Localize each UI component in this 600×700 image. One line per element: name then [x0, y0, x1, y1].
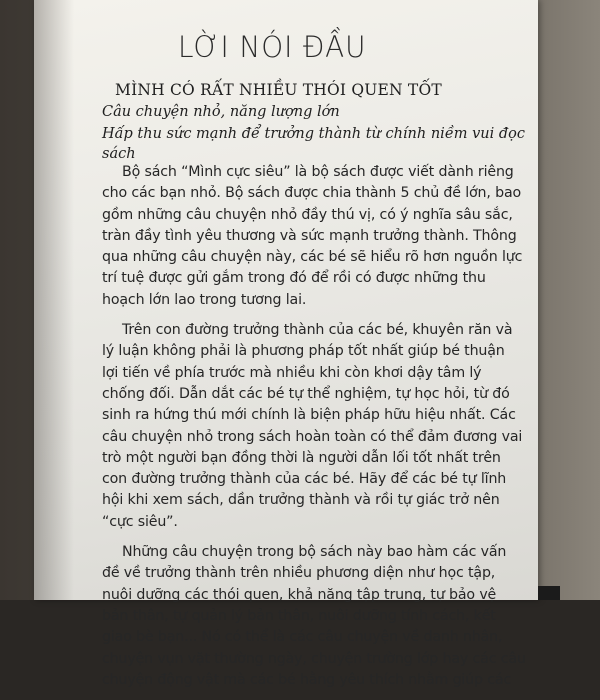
text-line: đề về trưởng thành trên nhiều phương diện như học tập, — [102, 565, 496, 582]
text-line: trò một người bạn đồng thời là người dẫn lối tốt nhất trên — [102, 449, 501, 466]
text-line: Trên con đường trưởng thành của các bé, khuyên răn và — [122, 322, 513, 339]
page-title: LỜI NÓI ĐẦU — [178, 30, 367, 64]
text-line: chuyện vụn vặt thường ngày, chuyện trường lớp hay các câu — [102, 650, 526, 667]
caption-line-1: Câu chuyện nhỏ, năng lượng lớn — [102, 104, 340, 120]
caption-line-2: Hấp thu sức mạnh để trưởng thành từ chính niềm vui đọc sách — [102, 126, 526, 162]
text-line: lý luận không phải là phương pháp tốt nhất giúp bé thuận — [102, 343, 505, 360]
text-line: trí tuệ được gửi gắm trong đó để rồi có được những thu — [102, 270, 486, 287]
paragraph — [102, 320, 542, 533]
text-line: nuôi dưỡng các thói quen, khả năng tập trung, tự bảo vệ — [102, 586, 497, 603]
text-line: cho các bạn nhỏ. Bộ sách được chia thành 5 chủ đề lớn, bao — [102, 185, 522, 202]
page-gutter-shadow — [34, 0, 74, 600]
text-line: con đường trưởng thành của các bé. Hãy để các bé tự lĩnh — [102, 471, 507, 488]
text-line: chuyện động vật mà các bé hằng yêu thích nhằm giúp các — [102, 671, 512, 688]
paragraph — [102, 542, 542, 691]
text-line: lợi tiến về phía trước mà nhiều khi còn khơi dậy tâm lý — [102, 364, 482, 381]
text-line: hội khi xem sách, dần trưởng thành và rồi tự giác trở nên — [102, 492, 500, 509]
text-line: sinh ra hứng thú mới chính là biện pháp hữu hiệu nhất. Các — [102, 407, 516, 424]
text-line: chống đối. Dẫn dắt các bé tự thể nghiệm, tự học hỏi, từ đó — [102, 385, 510, 402]
text-line: bản thân, tự quản lý bản thân, nuôi dưỡng tính cách, kết — [102, 607, 496, 624]
text-line: câu chuyện nhỏ trong sách hoàn toàn có thể đảm đương vai — [102, 428, 523, 445]
paragraph — [102, 162, 542, 311]
text-line: giao bè bạn... Nó có thể là các câu chuyện về danh nhân, — [102, 629, 503, 646]
body-text — [102, 162, 542, 700]
section-subtitle: MÌNH CÓ RẤT NHIỀU THÓI QUEN TỐT — [115, 81, 442, 99]
adjacent-page-edge — [536, 0, 600, 600]
text-line: gồm những câu chuyện nhỏ đầy thú vị, có ý nghĩa sâu sắc, — [102, 206, 513, 223]
text-line: hoạch lớn lao trong tương lai. — [102, 291, 307, 308]
binder-clip — [538, 586, 560, 600]
text-line: tràn đầy tình yêu thương và sức mạnh trưởng thành. Thông — [102, 227, 517, 244]
text-line: “cực siêu”. — [102, 513, 178, 530]
text-line: Những câu chuyện trong bộ sách này bao hàm các vấn — [122, 544, 507, 561]
text-line: qua những câu chuyện này, các bé sẽ hiểu rõ hơn nguồn lực — [102, 249, 523, 266]
text-line: Bộ sách “Mình cực siêu” là bộ sách được viết dành riêng — [122, 164, 514, 180]
